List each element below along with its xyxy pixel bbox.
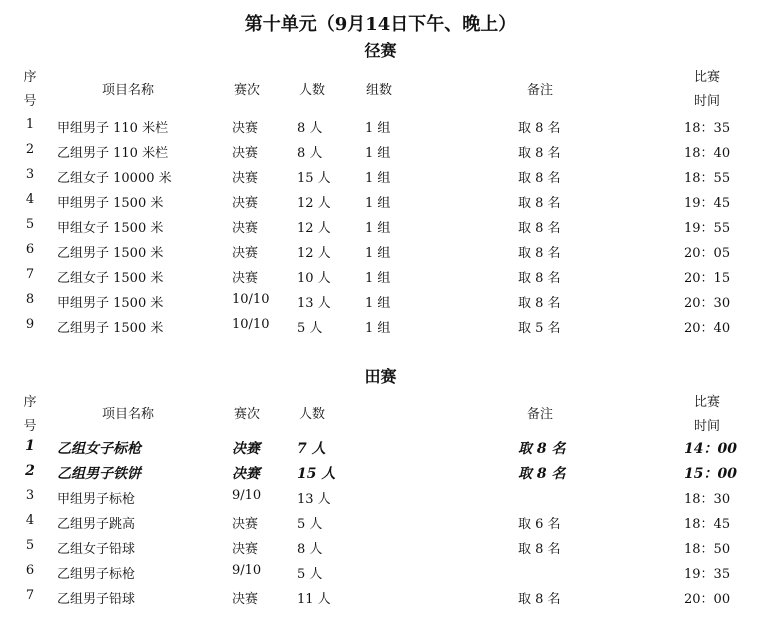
- cell-note: 取 8 名: [518, 466, 566, 482]
- cell-groups: 1 组: [365, 146, 391, 161]
- cell-note: 取 8 名: [518, 121, 561, 136]
- cell-round: 决赛: [232, 517, 259, 532]
- header-time-line2: 时间: [694, 94, 721, 109]
- cell-time: 14：00: [684, 441, 737, 457]
- cell-note: 取 8 名: [518, 246, 561, 261]
- cell-no: 7: [25, 588, 35, 603]
- cell-name: 甲组男子 1500 米: [57, 296, 164, 311]
- cell-name: 乙组男子铅球: [57, 592, 136, 607]
- cell-name: 甲组男子标枪: [57, 492, 136, 507]
- header-time-line2: 时间: [694, 419, 721, 434]
- cell-note: 取 5 名: [518, 321, 561, 336]
- cell-round: 10/10: [232, 317, 270, 332]
- cell-name: 甲组男子 110 米栏: [57, 121, 169, 136]
- header-time-line1: 比赛: [694, 70, 721, 85]
- cell-no: 7: [25, 267, 35, 282]
- cell-count: 11 人: [297, 592, 331, 607]
- cell-no: 3: [25, 488, 35, 503]
- cell-name: 乙组男子 1500 米: [57, 321, 164, 336]
- cell-no: 3: [25, 167, 35, 182]
- cell-no: 6: [25, 242, 35, 257]
- cell-time: 18：35: [684, 121, 731, 136]
- cell-time: 19：45: [684, 196, 731, 211]
- cell-round: 决赛: [232, 221, 259, 236]
- cell-count: 15 人: [297, 171, 331, 186]
- cell-round: 决赛: [232, 441, 260, 457]
- cell-note: 取 8 名: [518, 221, 561, 236]
- cell-count: 13 人: [297, 492, 331, 507]
- cell-count: 5 人: [297, 321, 323, 336]
- cell-name: 乙组男子标枪: [57, 567, 136, 582]
- cell-groups: 1 组: [365, 196, 391, 211]
- cell-groups: 1 组: [365, 271, 391, 286]
- cell-note: 取 8 名: [518, 542, 561, 557]
- cell-count: 13 人: [297, 296, 331, 311]
- cell-name: 乙组男子跳高: [57, 517, 136, 532]
- header-name: 项目名称: [102, 407, 155, 422]
- cell-no: 4: [25, 192, 35, 207]
- cell-round: 9/10: [232, 563, 262, 578]
- cell-count: 8 人: [297, 542, 323, 557]
- cell-time: 20：05: [684, 246, 731, 261]
- cell-no: 5: [25, 217, 35, 232]
- cell-note: 取 8 名: [518, 171, 561, 186]
- cell-no: 5: [25, 538, 35, 553]
- cell-time: 18：30: [684, 492, 731, 507]
- cell-time: 15：00: [684, 466, 737, 482]
- cell-name: 乙组女子铅球: [57, 542, 136, 557]
- cell-count: 8 人: [297, 146, 323, 161]
- cell-time: 19：35: [684, 567, 731, 582]
- cell-time: 20：30: [684, 296, 731, 311]
- cell-no: 9: [25, 317, 35, 332]
- cell-no: 8: [25, 292, 35, 307]
- cell-groups: 1 组: [365, 321, 391, 336]
- cell-groups: 1 组: [365, 121, 391, 136]
- cell-count: 8 人: [297, 121, 323, 136]
- cell-time: 18：50: [684, 542, 731, 557]
- cell-count: 12 人: [297, 221, 331, 236]
- header-time-line1: 比赛: [694, 395, 721, 410]
- cell-count: 12 人: [297, 196, 331, 211]
- header-no-line2: 号: [23, 419, 37, 434]
- header-round: 赛次: [234, 407, 261, 422]
- cell-time: 18：55: [684, 171, 731, 186]
- cell-no: 1: [25, 438, 35, 454]
- cell-groups: 1 组: [365, 171, 391, 186]
- cell-round: 决赛: [232, 271, 259, 286]
- header-note: 备注: [527, 407, 554, 422]
- cell-note: 取 8 名: [518, 271, 561, 286]
- header-count: 人数: [299, 407, 326, 422]
- cell-time: 20：15: [684, 271, 731, 286]
- header-groups: 组数: [366, 83, 393, 98]
- cell-round: 9/10: [232, 488, 262, 503]
- header-no-line2: 号: [23, 94, 37, 109]
- cell-round: 决赛: [232, 246, 259, 261]
- cell-time: 20：40: [684, 321, 731, 336]
- cell-round: 10/10: [232, 292, 270, 307]
- cell-name: 甲组女子 1500 米: [57, 221, 164, 236]
- cell-note: 取 6 名: [518, 517, 561, 532]
- cell-round: 决赛: [232, 592, 259, 607]
- header-no-line1: 序: [23, 395, 37, 410]
- cell-round: 决赛: [232, 171, 259, 186]
- cell-count: 12 人: [297, 246, 331, 261]
- cell-time: 19：55: [684, 221, 731, 236]
- cell-note: 取 8 名: [518, 296, 561, 311]
- cell-no: 4: [25, 513, 35, 528]
- cell-groups: 1 组: [365, 221, 391, 236]
- cell-time: 20：00: [684, 592, 731, 607]
- cell-round: 决赛: [232, 146, 259, 161]
- header-count: 人数: [299, 83, 326, 98]
- cell-name: 乙组男子 1500 米: [57, 246, 164, 261]
- cell-groups: 1 组: [365, 296, 391, 311]
- cell-no: 2: [25, 463, 35, 479]
- cell-count: 5 人: [297, 567, 323, 582]
- cell-name: 乙组男子 110 米栏: [57, 146, 169, 161]
- header-note: 备注: [527, 83, 554, 98]
- cell-no: 6: [25, 563, 35, 578]
- cell-note: 取 8 名: [518, 196, 561, 211]
- cell-time: 18：45: [684, 517, 731, 532]
- field-heading: 田赛: [364, 367, 397, 386]
- header-name: 项目名称: [102, 83, 155, 98]
- cell-no: 2: [25, 142, 35, 157]
- cell-round: 决赛: [232, 196, 259, 211]
- cell-name: 乙组女子 10000 米: [57, 171, 172, 186]
- cell-count: 5 人: [297, 517, 323, 532]
- cell-name: 乙组女子 1500 米: [57, 271, 164, 286]
- page-title: 第十单元（9月14日下午、晚上）: [244, 14, 517, 35]
- cell-time: 18：40: [684, 146, 731, 161]
- cell-name: 乙组女子标枪: [57, 441, 141, 457]
- track-heading: 径赛: [364, 41, 397, 60]
- header-no-line1: 序: [23, 70, 37, 85]
- cell-groups: 1 组: [365, 246, 391, 261]
- header-round: 赛次: [234, 83, 261, 98]
- cell-note: 取 8 名: [518, 146, 561, 161]
- cell-note: 取 8 名: [518, 592, 561, 607]
- cell-no: 1: [25, 117, 35, 132]
- cell-round: 决赛: [232, 542, 259, 557]
- cell-count: 10 人: [297, 271, 331, 286]
- cell-round: 决赛: [232, 121, 259, 136]
- cell-round: 决赛: [232, 466, 260, 482]
- cell-count: 7 人: [297, 441, 326, 457]
- cell-note: 取 8 名: [518, 441, 566, 457]
- cell-name: 乙组男子铁饼: [57, 466, 141, 482]
- cell-count: 15 人: [297, 466, 336, 482]
- cell-name: 甲组男子 1500 米: [57, 196, 164, 211]
